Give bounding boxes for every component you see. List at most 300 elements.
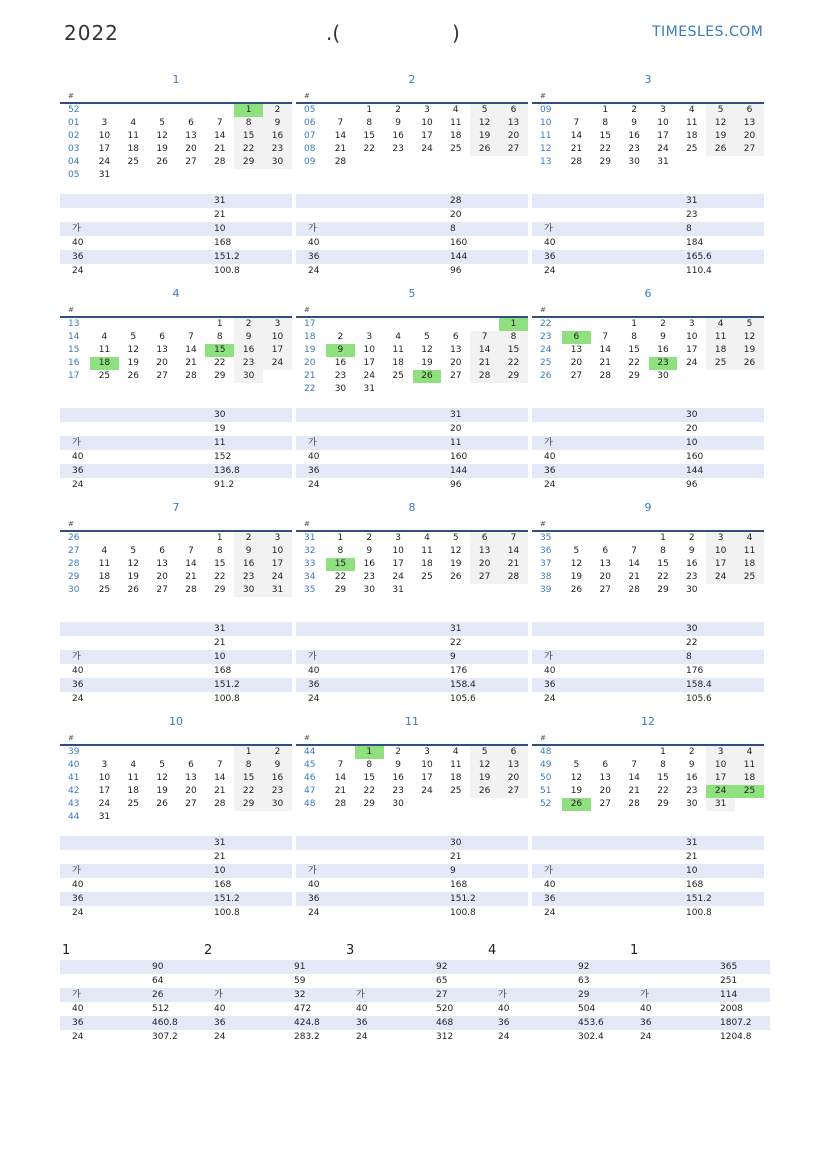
summary-value: 65 bbox=[436, 976, 448, 986]
day-cell: 15 bbox=[599, 131, 611, 141]
day-cell: 17 bbox=[686, 345, 698, 355]
week-row bbox=[296, 746, 528, 759]
summary-label: 가 bbox=[214, 990, 223, 1000]
day-cell: 11 bbox=[735, 545, 764, 558]
stat-value: 151.2 bbox=[214, 252, 240, 262]
day-cell: 12 bbox=[127, 345, 139, 355]
week-number: 39 bbox=[68, 747, 80, 757]
summary-value: 504 bbox=[578, 1004, 596, 1014]
day-cell: 23 bbox=[234, 571, 263, 584]
day-cell: 21 bbox=[214, 144, 226, 154]
month-title: 4 bbox=[172, 287, 180, 300]
week-number: 47 bbox=[304, 786, 316, 796]
stat-row bbox=[296, 450, 528, 464]
day-cell: 7 bbox=[188, 332, 194, 342]
day-cell: 27 bbox=[499, 785, 528, 798]
day-cell: 4 bbox=[706, 318, 735, 331]
week-row bbox=[532, 759, 764, 772]
day-cell: 14 bbox=[185, 559, 197, 569]
day-cell: 3 bbox=[395, 533, 401, 543]
summary-row bbox=[202, 974, 344, 988]
summary-value: 90 bbox=[152, 962, 164, 972]
day-cell: 3 bbox=[263, 318, 292, 331]
stat-row bbox=[60, 222, 292, 236]
week-row bbox=[60, 571, 292, 584]
summary-row bbox=[344, 1016, 486, 1030]
day-cell: 26 bbox=[156, 157, 168, 167]
stat-row bbox=[296, 478, 528, 492]
day-cell: 16 bbox=[657, 345, 669, 355]
stat-row bbox=[296, 636, 528, 650]
week-number: 25 bbox=[540, 358, 552, 368]
week-number: 09 bbox=[304, 157, 316, 167]
month-title: 12 bbox=[641, 715, 655, 728]
day-cell bbox=[562, 746, 591, 759]
day-cell bbox=[119, 318, 148, 331]
day-cell: 17 bbox=[263, 344, 292, 357]
day-cell: 29 bbox=[499, 370, 528, 383]
stat-label: 가 bbox=[544, 652, 553, 662]
stat-value: 160 bbox=[686, 452, 704, 462]
day-cell: 11 bbox=[127, 773, 139, 783]
stat-label: 36 bbox=[308, 466, 320, 476]
day-cell bbox=[148, 104, 177, 117]
week-number: 17 bbox=[304, 319, 316, 329]
day-cell: 3 bbox=[424, 747, 430, 757]
summary-row bbox=[344, 988, 486, 1002]
week-row bbox=[532, 772, 764, 785]
day-cell: 13 bbox=[185, 773, 197, 783]
day-cell: 19 bbox=[706, 130, 735, 143]
week-number: 42 bbox=[68, 786, 80, 796]
day-cell bbox=[119, 104, 148, 117]
day-cell: 19 bbox=[470, 130, 499, 143]
day-cell bbox=[470, 318, 499, 331]
stat-row bbox=[532, 250, 764, 264]
day-cell: 1 bbox=[216, 533, 223, 543]
day-cell: 26 bbox=[735, 357, 764, 370]
summary-label: 가 bbox=[356, 990, 365, 1000]
stat-row bbox=[296, 906, 528, 920]
week-number: 13 bbox=[68, 319, 80, 329]
day-cell: 1 bbox=[631, 319, 637, 329]
summary-row bbox=[628, 960, 770, 974]
day-cell: 3 bbox=[706, 532, 735, 545]
stat-value: 136.8 bbox=[214, 466, 240, 476]
stat-value: 96 bbox=[450, 480, 462, 490]
day-cell bbox=[205, 811, 234, 824]
week-row bbox=[60, 370, 292, 383]
day-cell bbox=[470, 156, 499, 169]
day-cell: 8 bbox=[660, 546, 666, 556]
day-cell: 29 bbox=[214, 585, 226, 595]
day-cell: 30 bbox=[628, 157, 640, 167]
day-cell: 25 bbox=[450, 144, 462, 154]
day-cell bbox=[735, 156, 764, 169]
stat-label: 가 bbox=[72, 438, 81, 448]
week-number: 01 bbox=[68, 118, 80, 128]
day-cell: 1 bbox=[234, 746, 263, 759]
stat-row bbox=[296, 264, 528, 278]
day-cell bbox=[148, 746, 177, 759]
month-block bbox=[532, 284, 764, 383]
day-cell: 13 bbox=[570, 345, 583, 355]
day-cell: 23 bbox=[649, 357, 678, 370]
month-stats bbox=[60, 622, 292, 706]
day-cell: 2 bbox=[234, 532, 263, 545]
week-row bbox=[532, 558, 764, 571]
day-cell: 8 bbox=[602, 118, 609, 128]
stat-value: 96 bbox=[686, 480, 698, 490]
week-number: 30 bbox=[68, 585, 80, 595]
day-cell: 9 bbox=[234, 331, 263, 344]
day-cell: 17 bbox=[706, 772, 735, 785]
stat-row bbox=[532, 264, 764, 278]
stat-value: 10 bbox=[686, 866, 698, 876]
stat-row bbox=[296, 692, 528, 706]
day-cell: 16 bbox=[234, 558, 263, 571]
day-cell: 8 bbox=[234, 759, 263, 772]
day-cell bbox=[263, 811, 292, 824]
week-number: 17 bbox=[68, 371, 80, 381]
summary-value: 1204.8 bbox=[720, 1032, 752, 1042]
day-cell: 27 bbox=[185, 799, 197, 809]
day-cell: 11 bbox=[98, 559, 111, 569]
day-cell: 25 bbox=[98, 371, 111, 381]
day-cell: 22 bbox=[499, 357, 528, 370]
summary-value: 302.4 bbox=[578, 1032, 604, 1042]
stat-row bbox=[60, 464, 292, 478]
day-cell: 6 bbox=[188, 118, 194, 128]
week-row bbox=[60, 344, 292, 357]
stat-value: 158.4 bbox=[686, 680, 712, 690]
day-cell: 27 bbox=[156, 585, 168, 595]
day-cell: 26 bbox=[470, 143, 499, 156]
day-cell: 4 bbox=[452, 105, 459, 115]
stat-row bbox=[60, 478, 292, 492]
day-cell: 6 bbox=[470, 532, 499, 545]
day-cell: 16 bbox=[334, 358, 347, 368]
day-cell: 21 bbox=[214, 786, 226, 796]
day-cell: 5 bbox=[159, 118, 165, 128]
day-cell: 28 bbox=[334, 799, 347, 809]
summary-value: 63 bbox=[578, 976, 590, 986]
day-cell: 23 bbox=[686, 572, 698, 582]
stat-label: 24 bbox=[544, 480, 556, 490]
summary-value: 468 bbox=[436, 1018, 454, 1028]
week-number: 04 bbox=[68, 157, 80, 167]
stat-row bbox=[60, 892, 292, 906]
stat-row bbox=[60, 236, 292, 250]
day-cell: 21 bbox=[628, 786, 640, 796]
summary-value: 29 bbox=[578, 990, 590, 1000]
day-cell: 25 bbox=[392, 371, 404, 381]
month-row bbox=[60, 284, 767, 498]
stat-row bbox=[60, 650, 292, 664]
day-cell: 8 bbox=[366, 760, 373, 770]
week-row bbox=[532, 370, 764, 383]
stat-row bbox=[532, 408, 764, 422]
stat-label: 36 bbox=[72, 252, 84, 262]
day-cell: 21 bbox=[499, 558, 528, 571]
day-cell: 19 bbox=[156, 144, 168, 154]
day-cell: 21 bbox=[334, 144, 347, 154]
day-cell bbox=[441, 798, 470, 811]
day-cell: 4 bbox=[424, 533, 430, 543]
day-cell: 20 bbox=[499, 130, 528, 143]
day-cell: 16 bbox=[392, 131, 404, 141]
stat-value: 96 bbox=[450, 266, 462, 276]
day-cell: 26 bbox=[127, 585, 139, 595]
stat-row bbox=[296, 464, 528, 478]
day-cell: 15 bbox=[499, 344, 528, 357]
day-cell: 18 bbox=[450, 131, 462, 141]
week-row bbox=[60, 117, 292, 130]
day-cell: 27 bbox=[470, 571, 499, 584]
stat-value: 151.2 bbox=[686, 894, 712, 904]
week-number: 11 bbox=[540, 131, 552, 141]
week-row bbox=[532, 798, 764, 811]
day-cell: 9 bbox=[326, 344, 355, 357]
stat-value: 8 bbox=[686, 652, 692, 662]
week-row bbox=[296, 344, 528, 357]
day-cell: 6 bbox=[602, 546, 609, 556]
week-number: 28 bbox=[68, 559, 80, 569]
stat-value: 184 bbox=[686, 238, 704, 248]
summary-row bbox=[344, 974, 486, 988]
week-number: 39 bbox=[540, 585, 552, 595]
day-cell: 19 bbox=[570, 572, 583, 582]
summary-value: 59 bbox=[294, 976, 306, 986]
day-cell bbox=[591, 532, 620, 545]
brand-link[interactable]: TIMESLES.COM bbox=[652, 24, 764, 40]
day-cell: 5 bbox=[130, 332, 137, 342]
day-cell: 1 bbox=[234, 104, 263, 117]
summary-label: 24 bbox=[356, 1032, 368, 1042]
week-header: # bbox=[532, 304, 764, 318]
day-cell: 8 bbox=[216, 546, 223, 556]
day-cell: 22 bbox=[214, 572, 226, 582]
summary-block bbox=[628, 942, 770, 1044]
summary-value: 283.2 bbox=[294, 1032, 320, 1042]
stat-value: 21 bbox=[214, 210, 226, 220]
week-row bbox=[60, 331, 292, 344]
day-cell: 13 bbox=[156, 559, 168, 569]
day-cell: 9 bbox=[263, 759, 292, 772]
day-cell: 29 bbox=[363, 799, 375, 809]
day-cell bbox=[90, 532, 119, 545]
day-cell: 15 bbox=[363, 131, 375, 141]
stat-row bbox=[296, 864, 528, 878]
day-cell: 24 bbox=[98, 799, 111, 809]
day-cell: 16 bbox=[686, 559, 698, 569]
stat-label: 40 bbox=[308, 452, 320, 462]
day-cell: 18 bbox=[127, 144, 139, 154]
day-cell: 22 bbox=[234, 785, 263, 798]
day-cell: 4 bbox=[735, 532, 764, 545]
stat-row bbox=[60, 422, 292, 436]
day-cell: 20 bbox=[599, 572, 611, 582]
stat-value: 8 bbox=[450, 224, 456, 234]
day-cell: 20 bbox=[499, 772, 528, 785]
stat-value: 110.4 bbox=[686, 266, 712, 276]
summary-label: 24 bbox=[72, 1032, 84, 1042]
stat-value: 31 bbox=[214, 838, 226, 848]
day-cell: 24 bbox=[98, 157, 111, 167]
month-row bbox=[60, 498, 767, 712]
summary-row bbox=[486, 1002, 628, 1016]
day-cell: 7 bbox=[499, 532, 528, 545]
day-cell: 6 bbox=[562, 331, 591, 344]
day-cell: 28 bbox=[185, 585, 197, 595]
week-number: 27 bbox=[68, 546, 80, 556]
day-cell bbox=[706, 584, 735, 597]
day-cell: 4 bbox=[688, 105, 695, 115]
day-cell: 22 bbox=[628, 358, 640, 368]
subtitle-close: ) bbox=[452, 21, 460, 45]
day-cell: 18 bbox=[421, 559, 433, 569]
day-cell bbox=[677, 156, 706, 169]
stat-label: 40 bbox=[544, 452, 556, 462]
week-row bbox=[60, 104, 292, 117]
stat-label: 36 bbox=[72, 680, 84, 690]
stat-value: 151.2 bbox=[450, 894, 476, 904]
week-header: # bbox=[60, 90, 292, 104]
day-cell: 23 bbox=[263, 143, 292, 156]
day-cell: 23 bbox=[628, 144, 640, 154]
stat-row bbox=[296, 422, 528, 436]
day-cell: 13 bbox=[470, 545, 499, 558]
summary-row bbox=[486, 988, 628, 1002]
stat-value: 151.2 bbox=[214, 680, 240, 690]
stat-label: 40 bbox=[308, 880, 320, 890]
month-block bbox=[296, 498, 528, 597]
stat-row bbox=[296, 850, 528, 864]
day-cell bbox=[441, 383, 470, 396]
day-cell: 20 bbox=[470, 558, 499, 571]
day-cell: 28 bbox=[599, 371, 611, 381]
stat-label: 40 bbox=[72, 238, 84, 248]
day-cell: 18 bbox=[735, 772, 764, 785]
stat-value: 28 bbox=[450, 196, 462, 206]
day-cell: 9 bbox=[688, 760, 695, 770]
week-number: 50 bbox=[540, 773, 552, 783]
summary-value: 26 bbox=[152, 990, 164, 1000]
stat-row bbox=[296, 436, 528, 450]
day-cell: 31 bbox=[263, 584, 292, 597]
day-cell bbox=[620, 746, 649, 759]
week-row bbox=[60, 772, 292, 785]
week-row bbox=[296, 532, 528, 545]
day-cell: 14 bbox=[470, 344, 499, 357]
week-number: 14 bbox=[68, 332, 80, 342]
day-cell bbox=[735, 584, 764, 597]
day-cell: 18 bbox=[735, 558, 764, 571]
stat-value: 160 bbox=[450, 452, 468, 462]
week-number: 03 bbox=[68, 144, 80, 154]
day-cell: 16 bbox=[628, 131, 640, 141]
day-cell bbox=[148, 811, 177, 824]
day-cell: 10 bbox=[263, 545, 292, 558]
day-cell: 3 bbox=[660, 105, 666, 115]
week-row bbox=[60, 558, 292, 571]
week-row bbox=[60, 357, 292, 370]
day-cell: 29 bbox=[657, 585, 669, 595]
day-cell: 14 bbox=[214, 131, 226, 141]
month-stats bbox=[296, 408, 528, 492]
week-row bbox=[296, 383, 528, 396]
stat-row bbox=[60, 692, 292, 706]
stat-row bbox=[60, 450, 292, 464]
day-cell: 1 bbox=[602, 105, 609, 115]
month-title: 10 bbox=[169, 715, 183, 728]
summary-label: 40 bbox=[640, 1004, 652, 1014]
summary-value: 512 bbox=[152, 1004, 170, 1014]
week-number: 26 bbox=[68, 533, 80, 543]
day-cell: 8 bbox=[234, 117, 263, 130]
day-cell: 8 bbox=[337, 546, 344, 556]
stat-value: 176 bbox=[686, 666, 704, 676]
day-cell bbox=[413, 318, 442, 331]
week-row bbox=[532, 746, 764, 759]
stat-value: 10 bbox=[214, 866, 226, 876]
calendar-table bbox=[532, 746, 764, 811]
day-cell bbox=[205, 746, 234, 759]
day-cell bbox=[562, 318, 591, 331]
week-row bbox=[532, 532, 764, 545]
day-cell: 15 bbox=[234, 130, 263, 143]
week-row bbox=[532, 143, 764, 156]
day-cell: 31 bbox=[363, 384, 375, 394]
day-cell bbox=[263, 370, 292, 383]
stat-value: 168 bbox=[450, 880, 468, 890]
day-cell: 15 bbox=[234, 772, 263, 785]
day-cell bbox=[234, 811, 263, 824]
week-number: 26 bbox=[540, 371, 552, 381]
week-row bbox=[60, 584, 292, 597]
summary-row bbox=[628, 1016, 770, 1030]
day-cell: 5 bbox=[470, 746, 499, 759]
day-cell: 30 bbox=[263, 156, 292, 169]
day-cell: 12 bbox=[470, 759, 499, 772]
stat-value: 22 bbox=[686, 638, 698, 648]
stat-value: 105.6 bbox=[450, 694, 476, 704]
day-cell: 4 bbox=[101, 546, 108, 556]
stat-label: 24 bbox=[544, 266, 556, 276]
day-cell: 26 bbox=[413, 370, 442, 383]
day-cell: 28 bbox=[628, 585, 640, 595]
summary-block bbox=[202, 942, 344, 1044]
stat-label: 가 bbox=[544, 224, 553, 234]
stat-value: 9 bbox=[450, 652, 456, 662]
day-cell: 12 bbox=[156, 131, 168, 141]
day-cell: 18 bbox=[392, 358, 404, 368]
day-cell: 2 bbox=[366, 533, 373, 543]
day-cell bbox=[90, 318, 119, 331]
week-row bbox=[532, 785, 764, 798]
day-cell: 17 bbox=[706, 558, 735, 571]
day-cell: 6 bbox=[159, 546, 165, 556]
stat-label: 40 bbox=[72, 452, 84, 462]
stat-row bbox=[532, 208, 764, 222]
month-title: 2 bbox=[408, 73, 416, 86]
week-row bbox=[60, 130, 292, 143]
month-block bbox=[532, 712, 764, 811]
week-header: # bbox=[296, 518, 528, 532]
stat-row bbox=[532, 450, 764, 464]
day-cell: 14 bbox=[334, 131, 347, 141]
week-row bbox=[60, 759, 292, 772]
